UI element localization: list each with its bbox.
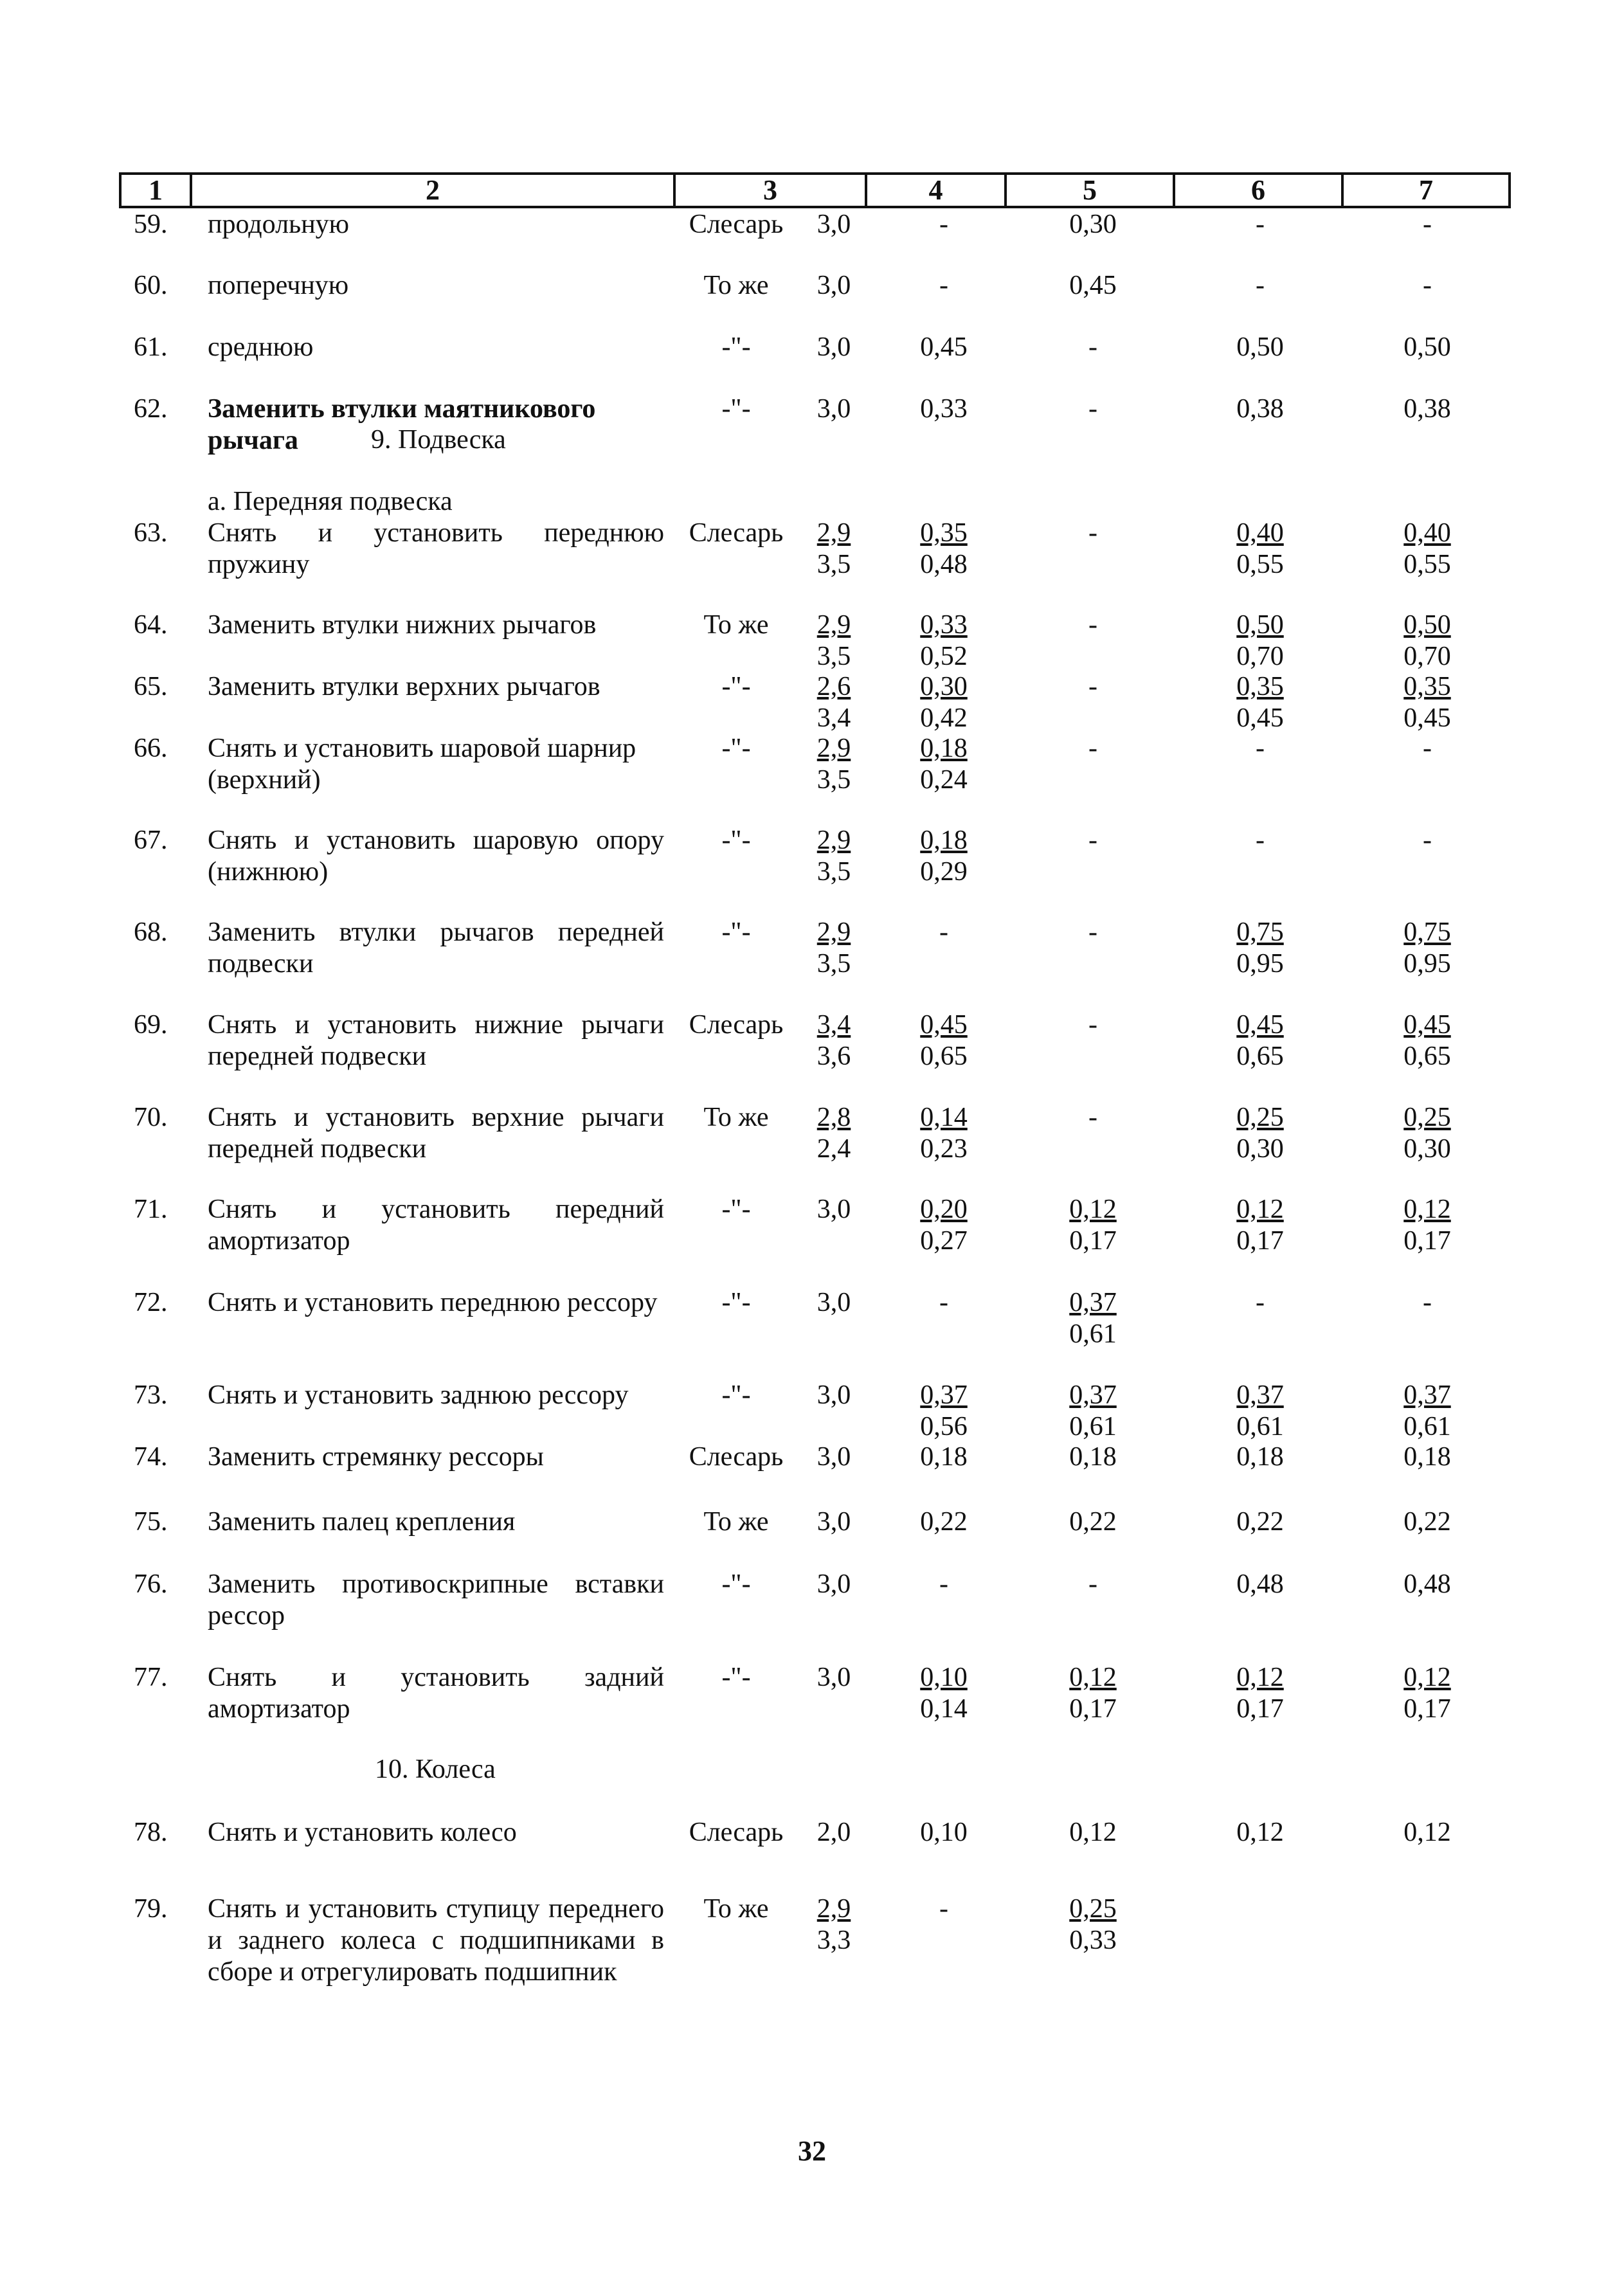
operation-name: Снять и установить заднюю рессору <box>208 1380 629 1410</box>
col7-value: 0,38 <box>1403 394 1451 424</box>
row-number: 60. <box>134 271 168 300</box>
worker: -"- <box>721 1380 751 1410</box>
row-number: 61. <box>134 332 168 362</box>
col6-value: 0,45 0,65 <box>1236 1010 1284 1071</box>
operation-name: Снять и установить задний амортизатор <box>208 1663 664 1724</box>
header-col-1: 1 <box>122 175 192 206</box>
row-number: 63. <box>134 518 168 548</box>
col5-value: 0,22 <box>1069 1507 1117 1537</box>
col4-value: 0,30 0,42 <box>920 672 968 733</box>
col5-value: - <box>1088 917 1097 947</box>
col6-value: 0,22 <box>1236 1507 1284 1537</box>
row-number: 65. <box>134 672 168 701</box>
row-number: 71. <box>134 1195 168 1224</box>
row-number: 64. <box>134 610 168 640</box>
col4-value: - <box>939 210 948 239</box>
rank: 2,9 3,5 <box>817 826 851 887</box>
operation-name: среднюю <box>208 332 314 362</box>
rank: 3,0 <box>817 394 851 424</box>
col5-value: - <box>1088 332 1097 362</box>
col6-value: 0,25 0,30 <box>1236 1103 1284 1164</box>
col5-value: - <box>1088 826 1097 855</box>
col6-value: 0,50 <box>1236 332 1284 362</box>
row-number: 78. <box>134 1818 168 1847</box>
col7-value: - <box>1423 271 1432 300</box>
col7-value: 0,12 0,17 <box>1403 1195 1451 1256</box>
col4-value: 0,35 0,48 <box>920 518 968 579</box>
rank: 3,0 <box>817 1442 851 1472</box>
operation-name: Снять и установить ступицу переднего и заднего колеса с подшипниками в сборе и отрегулировать подшипник <box>208 1894 664 1987</box>
rank: 3,0 <box>817 1569 851 1599</box>
page-number: 32 <box>798 2135 826 2167</box>
rank: 2,0 <box>817 1818 851 1847</box>
col7-value: - <box>1423 210 1432 239</box>
rank: 3,4 3,6 <box>817 1010 851 1071</box>
rank: 3,0 <box>817 1380 851 1410</box>
col4-value: 0,14 0,23 <box>920 1103 968 1164</box>
header-col-3: 3 <box>676 175 867 206</box>
worker: -"- <box>721 1569 751 1599</box>
col6-value: 0,18 <box>1236 1442 1284 1472</box>
col7-value: 0,22 <box>1403 1507 1451 1537</box>
row-number: 73. <box>134 1380 168 1410</box>
rank: 2,6 3,4 <box>817 672 851 733</box>
col4-value: 0,33 <box>920 394 968 424</box>
operation-name: Снять и установить переднюю пружину <box>208 518 664 579</box>
col4-value: 0,18 0,29 <box>920 826 968 887</box>
col5-value: - <box>1088 1010 1097 1040</box>
col6-value: - <box>1256 271 1265 300</box>
operation-name: Заменить втулки верхних рычагов <box>208 672 600 701</box>
worker: -"- <box>721 1663 751 1692</box>
col7-value: 0,25 0,30 <box>1403 1103 1451 1164</box>
operation-name: Снять и установить шаровой шарнир (верхний) <box>208 734 636 795</box>
operation-name: Снять и установить колесо <box>208 1818 517 1847</box>
col5-value: 0,25 0,33 <box>1069 1894 1117 1955</box>
col6-value: 0,75 0,95 <box>1236 917 1284 979</box>
col4-value: 0,33 0,52 <box>920 610 968 671</box>
col6-value: - <box>1256 210 1265 239</box>
col5-value: 0,37 0,61 <box>1069 1380 1117 1441</box>
worker: -"- <box>721 1195 751 1224</box>
col4-value: 0,18 <box>920 1442 968 1472</box>
worker: То же <box>703 610 769 640</box>
col7-value: 0,50 0,70 <box>1403 610 1451 671</box>
row-number: 62. <box>134 394 168 424</box>
row-number: 76. <box>134 1569 168 1599</box>
operation-name: Снять и установить переднюю рессору <box>208 1288 658 1317</box>
col6-value: 0,40 0,55 <box>1236 518 1284 579</box>
row-number: 68. <box>134 917 168 947</box>
col7-value: 0,12 <box>1403 1818 1451 1847</box>
col7-value: 0,48 <box>1403 1569 1451 1599</box>
worker: -"- <box>721 672 751 701</box>
col5-value: - <box>1088 518 1097 548</box>
rank: 3,0 <box>817 1663 851 1692</box>
col7-value: 0,40 0,55 <box>1403 518 1451 579</box>
rank: 3,0 <box>817 271 851 300</box>
col6-value: 0,50 0,70 <box>1236 610 1284 671</box>
worker: -"- <box>721 917 751 947</box>
col4-value: 0,45 0,65 <box>920 1010 968 1071</box>
col5-value: 0,12 0,17 <box>1069 1663 1117 1724</box>
row-number: 70. <box>134 1103 168 1132</box>
col5-value: - <box>1088 672 1097 701</box>
col7-value: 0,50 <box>1403 332 1451 362</box>
operation-name: Заменить противоскрипные вставки рессор <box>208 1569 664 1630</box>
col6-value: 0,12 <box>1236 1818 1284 1847</box>
col4-value: 0,20 0,27 <box>920 1195 968 1256</box>
row-number: 67. <box>134 826 168 855</box>
operation-name: Заменить втулки нижних рычагов <box>208 610 597 640</box>
col6-value: - <box>1256 1288 1265 1317</box>
operation-name: Снять и установить шаровую опору (нижнюю) <box>208 826 664 887</box>
row-number: 77. <box>134 1663 168 1692</box>
col5-value: 0,18 <box>1069 1442 1117 1472</box>
rank: 2,9 3,5 <box>817 917 851 979</box>
col6-value: 0,48 <box>1236 1569 1284 1599</box>
row-number: 79. <box>134 1894 168 1924</box>
col7-value: - <box>1423 826 1432 855</box>
col7-value: 0,37 0,61 <box>1403 1380 1451 1441</box>
col7-value: 0,35 0,45 <box>1403 672 1451 733</box>
worker: То же <box>703 1103 769 1132</box>
worker: Слесарь <box>689 1818 784 1847</box>
col4-value: - <box>939 1569 948 1599</box>
col4-value: 0,10 0,14 <box>920 1663 968 1724</box>
worker: -"- <box>721 1288 751 1317</box>
col6-value: 0,37 0,61 <box>1236 1380 1284 1441</box>
col4-value: 0,37 0,56 <box>920 1380 968 1441</box>
col4-value: - <box>939 271 948 300</box>
row-number: 72. <box>134 1288 168 1317</box>
rank: 3,0 <box>817 332 851 362</box>
col5-value: - <box>1088 734 1097 763</box>
rank: 2,9 3,3 <box>817 1894 851 1955</box>
worker: -"- <box>721 826 751 855</box>
worker: То же <box>703 1507 769 1537</box>
col5-value: 0,45 <box>1069 271 1117 300</box>
col5-value: 0,12 <box>1069 1818 1117 1847</box>
row-number: 66. <box>134 734 168 763</box>
worker: То же <box>703 1894 769 1924</box>
col7-value: 0,45 0,65 <box>1403 1010 1451 1071</box>
col6-value: - <box>1256 826 1265 855</box>
worker: Слесарь <box>689 1010 784 1040</box>
operation-name: Заменить стремянку рессоры <box>208 1442 544 1472</box>
col7-value: 0,18 <box>1403 1442 1451 1472</box>
operation-name: Заменить втулки маятникового рычага <box>208 394 596 455</box>
col4-value: - <box>939 1894 948 1924</box>
col6-value: 0,12 0,17 <box>1236 1195 1284 1256</box>
col5-value: 0,37 0,61 <box>1069 1288 1117 1349</box>
operation-name: Снять и установить верхние рычаги передней подвески <box>208 1103 664 1164</box>
rank: 2,9 3,5 <box>817 518 851 579</box>
rank: 2,8 2,4 <box>817 1103 851 1164</box>
col7-value: - <box>1423 734 1432 763</box>
header-col-6: 6 <box>1175 175 1344 206</box>
header-col-7: 7 <box>1419 174 1433 206</box>
col5-value: 0,12 0,17 <box>1069 1195 1117 1256</box>
worker: Слесарь <box>689 210 784 239</box>
worker: -"- <box>721 332 751 362</box>
col6-value: 0,35 0,45 <box>1236 672 1284 733</box>
operation-name: Заменить втулки рычагов передней подвески <box>208 917 664 979</box>
worker: Слесарь <box>689 1442 784 1472</box>
header-col-5: 5 <box>1007 175 1175 206</box>
col4-value: - <box>939 1288 948 1317</box>
worker: То же <box>703 271 769 300</box>
col4-value: - <box>939 917 948 947</box>
col4-value: 0,18 0,24 <box>920 734 968 795</box>
col5-value: - <box>1088 1103 1097 1132</box>
col4-value: 0,10 <box>920 1818 968 1847</box>
col6-value: 0,12 0,17 <box>1236 1663 1284 1724</box>
operation-name: Снять и установить передний амортизатор <box>208 1195 664 1256</box>
table-header <box>119 172 1511 208</box>
rank: 2,9 3,5 <box>817 610 851 671</box>
col5-value: - <box>1088 610 1097 640</box>
col5-value: - <box>1088 394 1097 424</box>
col6-value: 0,38 <box>1236 394 1284 424</box>
rank: 3,0 <box>817 1288 851 1317</box>
worker: -"- <box>721 734 751 763</box>
worker: -"- <box>721 394 751 424</box>
rank: 3,0 <box>817 1507 851 1537</box>
col6-value: - <box>1256 734 1265 763</box>
rank: 3,0 <box>817 1195 851 1224</box>
col4-value: 0,22 <box>920 1507 968 1537</box>
row-number: 69. <box>134 1010 168 1040</box>
col5-value: 0,30 <box>1069 210 1117 239</box>
operation-name: Заменить палец крепления <box>208 1507 516 1537</box>
operation-name: Снять и установить нижние рычаги передней подвески <box>208 1010 664 1071</box>
row-number: 74. <box>134 1442 168 1472</box>
col7-value: 0,12 0,17 <box>1403 1663 1451 1724</box>
row-number: 75. <box>134 1507 168 1537</box>
header-col-2: 2 <box>192 175 676 206</box>
col4-value: 0,45 <box>920 332 968 362</box>
row-number: 59. <box>134 210 168 239</box>
col5-value: - <box>1088 1569 1097 1599</box>
worker: Слесарь <box>689 518 784 548</box>
col7-value: 0,75 0,95 <box>1403 917 1451 979</box>
rank: 3,0 <box>817 210 851 239</box>
operation-name: поперечную <box>208 271 349 300</box>
operation-name: продольную <box>208 210 350 239</box>
header-col-4: 4 <box>867 175 1007 206</box>
col7-value: - <box>1423 1288 1432 1317</box>
rank: 2,9 3,5 <box>817 734 851 795</box>
